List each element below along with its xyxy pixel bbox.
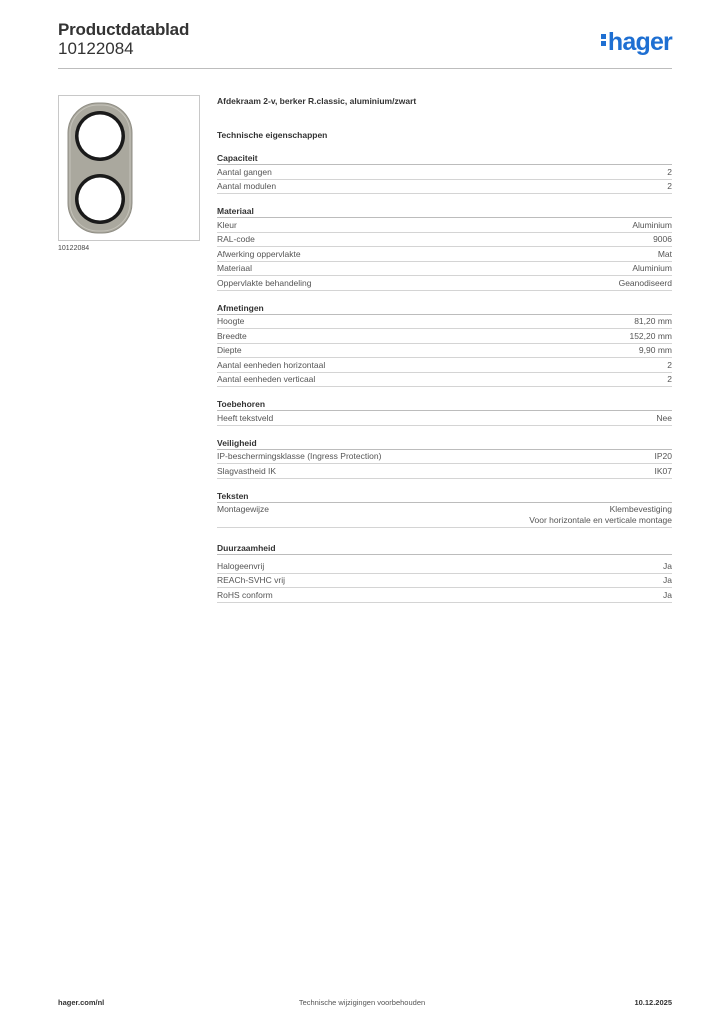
section-title: Veiligheid: [217, 437, 672, 450]
table-row: [217, 262, 672, 277]
row-label: IP-beschermingsklasse (Ingress Protection): [217, 451, 382, 461]
section-afmetingen: [217, 302, 672, 388]
row-label: Heeft tekstveld: [217, 412, 274, 423]
row-label: Materiaal: [217, 263, 252, 273]
row-value: Aluminium: [632, 219, 672, 230]
product-image: [58, 95, 200, 241]
table-row: [217, 559, 672, 574]
row-value-line-2: Voor horizontale en verticale montage: [529, 515, 672, 525]
row-value: 2: [667, 374, 672, 384]
row-value: IP20: [654, 451, 672, 461]
logo-dots-icon: [601, 32, 607, 48]
row-value: Ja: [663, 589, 672, 600]
section-title: Duurzaamheid: [217, 542, 672, 555]
section-title: Capaciteit: [217, 152, 672, 165]
row-label: Kleur: [217, 219, 237, 230]
table-row: [217, 247, 672, 262]
tech-properties-title: Technische eigenschappen: [217, 130, 328, 140]
row-label: Aantal eenheden horizontaal: [217, 359, 326, 370]
logo-text: hager: [607, 28, 672, 56]
table-row: [217, 276, 672, 291]
header-divider: [58, 68, 672, 69]
section-title: Materiaal: [217, 205, 672, 218]
row-value: 2: [667, 359, 672, 370]
product-title: Afdekraam 2-v, berker R.classic, aluminium/zwart: [217, 96, 417, 106]
row-label: Breedte: [217, 330, 247, 341]
row-value: IK07: [654, 465, 672, 476]
hager-logo: [601, 28, 672, 56]
section-teksten: [217, 490, 672, 529]
table-row: [217, 373, 672, 388]
row-value: Ja: [663, 560, 672, 571]
table-row: [217, 329, 672, 344]
row-value: 9006: [653, 234, 672, 244]
table-row: [217, 344, 672, 359]
row-label: Hoogte: [217, 316, 245, 326]
table-row: [217, 233, 672, 248]
row-label: Montagewijze: [217, 504, 269, 514]
row-label: Aantal eenheden verticaal: [217, 374, 316, 384]
section-toebehoren: [217, 398, 672, 426]
table-row: [217, 588, 672, 603]
datasheet-content: [217, 96, 672, 614]
section-title: Teksten: [217, 490, 672, 503]
table-row: [217, 165, 672, 180]
table-row: [217, 411, 672, 426]
row-value: 2: [667, 181, 672, 191]
row-label: Halogeenvrij: [217, 560, 265, 571]
row-value-line-1: Klembevestiging: [609, 504, 672, 514]
cover-frame-icon: [59, 96, 199, 240]
image-caption: 10122084: [58, 245, 90, 252]
row-value: Nee: [656, 412, 672, 423]
table-row: [217, 450, 672, 465]
table-row: [217, 315, 672, 330]
row-label: Aantal modulen: [217, 181, 277, 191]
row-label: Afwerking oppervlakte: [217, 248, 301, 259]
row-value: 152,20 mm: [629, 330, 672, 341]
footer-website-link[interactable]: hager.com/nl: [58, 998, 105, 1007]
row-value: Aluminium: [632, 263, 672, 273]
table-row: [217, 218, 672, 233]
row-label: Diepte: [217, 345, 242, 355]
row-label: Aantal gangen: [217, 166, 272, 177]
table-row: [217, 180, 672, 195]
section-title: Afmetingen: [217, 302, 672, 315]
row-label: RAL-code: [217, 234, 255, 244]
row-value: Mat: [657, 248, 672, 259]
section-duurzaamheid: [217, 542, 672, 603]
row-label: Slagvastheid IK: [217, 465, 277, 476]
row-value: Geanodiseerd: [618, 277, 672, 288]
footer-disclaimer: Technische wijzigingen voorbehouden: [298, 998, 426, 1007]
footer-date: 10.12.2025: [634, 998, 672, 1007]
row-value: Ja: [663, 575, 672, 585]
table-row: [217, 503, 672, 529]
header-product-number: 10122084: [58, 39, 134, 58]
section-title: Toebehoren: [217, 398, 672, 411]
row-value: 2: [667, 166, 672, 177]
section-materiaal: [217, 205, 672, 291]
row-label: Oppervlakte behandeling: [217, 277, 312, 288]
section-capaciteit: [217, 152, 672, 194]
table-row: [217, 358, 672, 373]
row-value: 9,90 mm: [638, 345, 672, 355]
table-row: [217, 574, 672, 589]
row-value: [529, 504, 672, 526]
table-row: [217, 464, 672, 479]
row-value: 81,20 mm: [634, 316, 672, 326]
section-veiligheid: [217, 437, 672, 479]
row-label: RoHS conform: [217, 589, 273, 600]
row-label: REACh-SVHC vrij: [217, 575, 286, 585]
header-title: Productdatablad: [58, 20, 190, 39]
